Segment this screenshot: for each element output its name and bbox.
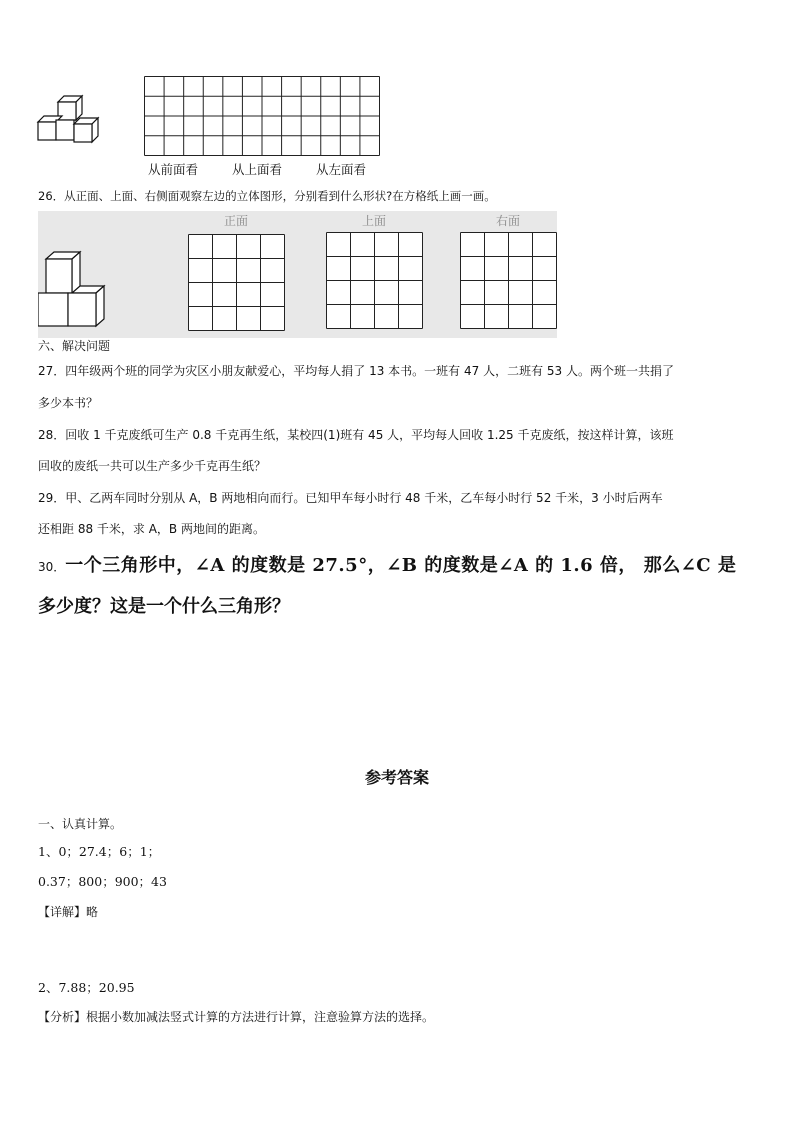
answer-1-detail: 【详解】略: [38, 905, 99, 919]
q30-line2: 多少度？这是一个什么三角形？: [38, 596, 290, 617]
q29-line1: 29．甲、乙两车同时分别从 A，B 两地相向而行。已知甲车每小时行 48 千米，乙车每小时行 52 千米，3 小时后两车: [38, 491, 663, 505]
q30-number: 30．: [38, 560, 66, 574]
q26-text: 26．从正面、上面、右侧面观察左边的立体图形，分别看到什么形状?在方格纸上画一画。: [38, 189, 496, 203]
answers-section-1: 一、认真计算。: [38, 817, 123, 831]
answer-2-line1: 2、7.88；20.95: [38, 980, 135, 995]
q26-label-right: 右面: [495, 214, 520, 228]
q26-label-top: 上面: [361, 214, 386, 228]
q27-line1: 27．四年级两个班的同学为灾区小朋友献爱心，平均每人捐了 13 本书。一班有 47 人，二班有 53 人。两个班一共捐了: [38, 364, 674, 378]
q25-view-front: 从前面看: [148, 162, 199, 177]
q25-view-top: 从上面看: [232, 162, 283, 177]
answer-1-line2: 0.37；800；900；43: [38, 874, 167, 889]
q26-label-front: 正面: [223, 214, 248, 228]
q29-line2: 还相距 88 千米，求 A，B 两地间的距离。: [38, 522, 265, 536]
answer-1-line1: 1、0；27.4；6；1；: [38, 844, 161, 859]
q28-line1: 28．回收 1 千克废纸可生产 0.8 千克再生纸，某校四(1)班有 45 人，平均每人回收 1.25 千克废纸，按这样计算，该班: [38, 428, 674, 442]
q25-grid: [144, 76, 380, 156]
q26-grid-right: [460, 232, 557, 329]
q26-grid-top: [326, 232, 423, 329]
q25-view-left: 从左面看: [316, 162, 367, 177]
q25-cube-figure: [36, 94, 106, 150]
q26-cube-figure: [38, 249, 106, 329]
section-6-title: 六、解决问题: [38, 339, 111, 353]
q30-line1: 一个三角形中，∠A 的度数是 27.5°，∠B 的度数是∠A 的 1.6 倍， 那么∠C 是: [65, 555, 737, 576]
q27-line2: 多少本书？: [38, 396, 99, 410]
answer-2-analysis: 【分析】根据小数加减法竖式计算的方法进行计算，注意验算方法的选择。: [38, 1010, 435, 1024]
answers-title: 参考答案: [364, 768, 429, 787]
q26-figure-band: [38, 211, 557, 338]
q30-line1-wrap: [38, 551, 736, 577]
q28-line2: 回收的废纸一共可以生产多少千克再生纸？: [38, 459, 267, 473]
q26-grid-front: [188, 234, 285, 331]
